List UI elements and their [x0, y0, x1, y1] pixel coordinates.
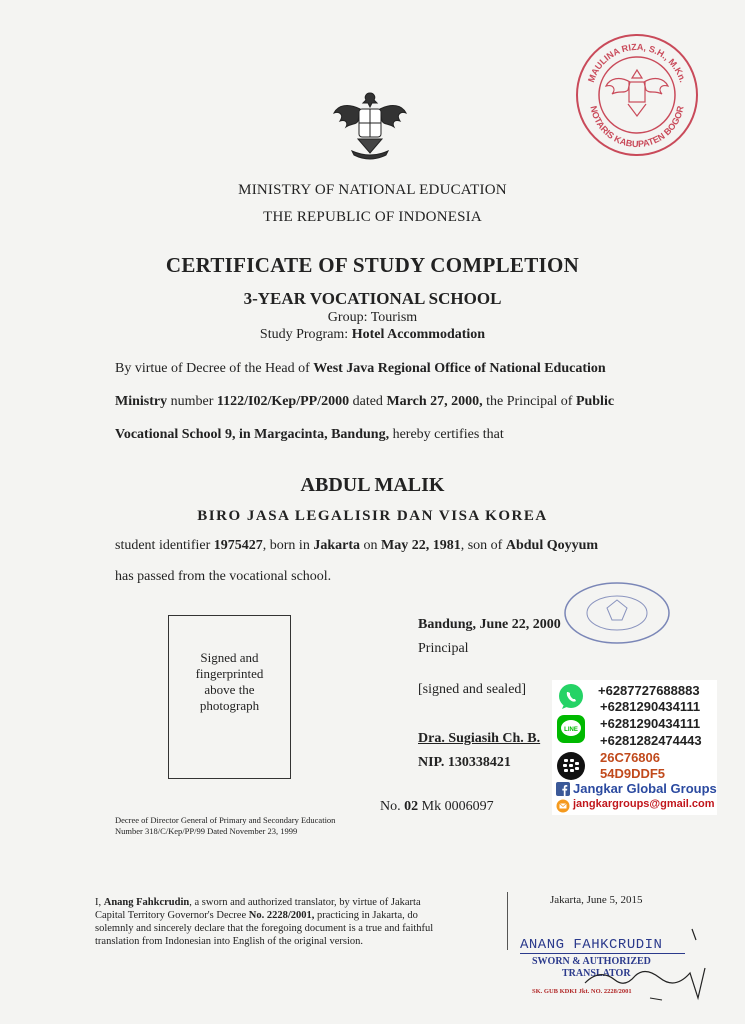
school-name: Vocational School 9, in Margacinta, Bandung, [115, 427, 390, 442]
number-code: 02 [404, 799, 419, 814]
signature-role: Principal [418, 641, 469, 656]
svg-text:MAULINA RIZA, S.H., M.Kn. [586, 42, 688, 84]
body-text: hereby certifies that [389, 427, 504, 442]
watermark-text: BIRO JASA LEGALISIR DAN VISA KOREA [197, 508, 548, 524]
decree-note [115, 815, 335, 837]
translation-date: Jakarta, June 5, 2015 [550, 894, 643, 906]
certificate-number [380, 799, 494, 815]
line-number-1[interactable]: +6281290434111 [600, 716, 701, 731]
body-text: the Principal of [482, 394, 576, 409]
passed-line: has passed from the vocational school. [115, 569, 332, 584]
ministry-line: MINISTRY OF NATIONAL EDUCATION [238, 182, 507, 198]
blackberry-icon [556, 751, 586, 781]
birth-date: May 22, 1981 [381, 538, 461, 553]
program-value: Hotel Accommodation [351, 327, 486, 342]
declaration-line [95, 909, 505, 922]
student-id: 1975427 [213, 538, 263, 553]
line-app-icon [556, 714, 586, 744]
translator-declaration [95, 896, 505, 948]
translator-stamp-name: ANANG FAHKCRUDIN [520, 937, 663, 953]
pen-mark [690, 928, 700, 942]
number-prefix: No. [380, 799, 405, 814]
student-info-line [115, 538, 598, 554]
certificate-title: CERTIFICATE OF STUDY COMPLETION [165, 253, 580, 277]
translator-signature [580, 958, 715, 1008]
body-bold: West Java Regional Office of National Education [313, 361, 606, 376]
translator-stamp-role: TRANSLATOR [562, 968, 631, 979]
body-text: By virtue of Decree of the Head of [115, 361, 314, 376]
signature-status: [signed and sealed] [418, 682, 527, 697]
photo-box-line: above the [204, 682, 255, 697]
photo-box-line: Signed and [200, 650, 259, 665]
email-address[interactable]: jangkargroups@gmail.com [573, 798, 715, 810]
body-text: practicing in Jakarta, do [314, 910, 418, 921]
decree-date: March 27, 2000, [386, 394, 483, 409]
principal-nip: NIP. 130338421 [418, 755, 511, 770]
svg-text:LINE: LINE [564, 727, 578, 733]
photo-box-line: fingerprinted [195, 666, 264, 681]
body-text: , son of [460, 538, 506, 553]
body-text: student identifier [115, 538, 214, 553]
decree-note-line: Decree of Director General of Primary and Secondary Education [115, 815, 336, 825]
seal-top-text: MAULINA RIZA, S.H., M.Kn. [585, 41, 689, 84]
governor-decree: No. 2228/2001, [248, 910, 315, 921]
principal-name: Dra. Sugiasih Ch. B. [418, 731, 541, 746]
body-text: I, [95, 897, 104, 908]
school-stamp [560, 578, 675, 648]
body-text: on [360, 538, 381, 553]
notary-seal [572, 30, 702, 160]
photo-box [168, 615, 291, 779]
program-line [0, 327, 745, 343]
group-value: Tourism [370, 310, 418, 325]
number-rest: Mk 0006097 [418, 799, 494, 814]
body-line-3 [115, 427, 504, 443]
birth-place: Jakarta [313, 538, 360, 553]
whatsapp-icon [556, 682, 586, 712]
declaration-line: translation from Indonesian into English of the original version. [95, 936, 363, 947]
email-icon [556, 799, 570, 813]
declaration-line [95, 896, 505, 909]
facebook-icon [556, 782, 570, 796]
facebook-page[interactable]: Jangkar Global Groups [573, 781, 717, 796]
republic-line: THE REPUBLIC OF INDONESIA [263, 209, 482, 225]
line-number-2[interactable]: +6281282474443 [600, 733, 702, 748]
whatsapp-number-2[interactable]: +6281290434111 [600, 699, 701, 714]
father-name: Abdul Qoyyum [505, 538, 599, 553]
translator-name: Anang Fahkcrudin [103, 897, 190, 908]
body-line-1 [115, 361, 606, 377]
bbm-pin-1[interactable]: 26C76806 [600, 750, 660, 765]
student-name: ABDUL MALIK [300, 474, 445, 496]
body-bold: Ministry [115, 394, 168, 409]
signature-place-date: Bandung, June 22, 2000 [418, 617, 561, 632]
body-bold: Public [575, 394, 615, 409]
body-text: dated [349, 394, 387, 409]
translator-stamp-title: SWORN & AUTHORIZED [532, 956, 651, 967]
body-text: number [167, 394, 217, 409]
declaration-divider [507, 892, 508, 950]
body-line-2 [115, 394, 614, 410]
declaration-line: solemnly and sincerely declare that the foregoing document is a true and faithful [95, 923, 434, 934]
seal-bottom-text: NOTARIS KABUPATEN BOGOR [588, 104, 686, 150]
group-label: Group: [327, 310, 368, 325]
stamp-rule [520, 953, 685, 954]
body-text: , born in [262, 538, 314, 553]
school-type: 3-YEAR VOCATIONAL SCHOOL [243, 289, 502, 308]
whatsapp-number[interactable]: +6287727688883 [598, 683, 700, 698]
body-text: Capital Territory Governor's Decree [95, 910, 249, 921]
decree-number: 1122/I02/Kep/PP/2000 [216, 394, 350, 409]
garuda-emblem [330, 85, 410, 165]
group-line [0, 310, 745, 326]
program-label: Study Program: [259, 327, 349, 342]
photo-box-line: photograph [199, 698, 260, 713]
body-text: , a sworn and authorized translator, by virtue of Jakarta [189, 897, 421, 908]
decree-note-line: Number 318/C/Kep/PP/99 Dated November 23, 1999 [115, 826, 298, 836]
bbm-pin-2[interactable]: 54D9DDF5 [600, 766, 666, 781]
translator-stamp-license: SK. GUB KDKI Jkt. NO. 2228/2001 [532, 988, 632, 995]
